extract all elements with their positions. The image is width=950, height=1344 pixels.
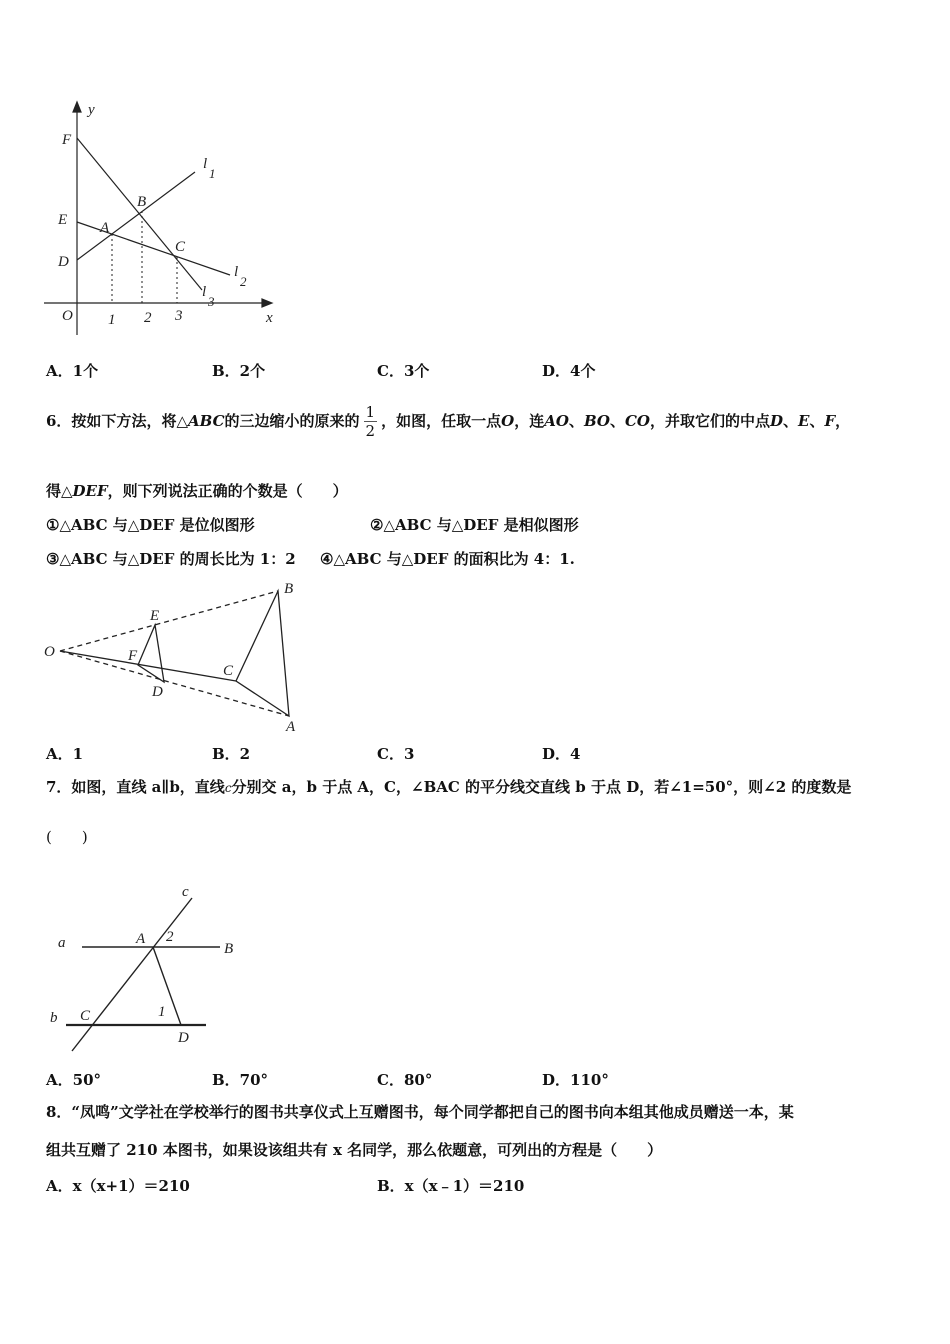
q6-line1-pre: 6．按如下方法，将△: [46, 412, 188, 430]
label-angle-2: 2: [166, 929, 174, 945]
q6-option-a: A．1: [46, 745, 84, 763]
label-D: D: [178, 1030, 189, 1046]
label-D: D: [58, 254, 69, 270]
q7-option-c: C．80°: [377, 1071, 433, 1089]
q8-option-b: B．x（x﹣1）＝210: [377, 1177, 525, 1195]
label-l3: l: [202, 284, 207, 300]
label-A: A: [286, 719, 296, 735]
q6-bo: BO: [583, 412, 610, 430]
label-E: E: [150, 608, 160, 624]
q5-option-c: C．3个: [377, 362, 430, 380]
label-B: B: [224, 941, 234, 957]
q8-question-line1: 8．“凤鸣”文学社在学校举行的图书共享仪式上互赠图书，每个同学都把自己的图书向本组其他成员赠送一本，某: [46, 1103, 794, 1121]
x-axis-arrow: [262, 299, 272, 307]
triangle-abc: [236, 591, 289, 716]
q6-line2-post: ，则下列说法正确的个数是（ ）: [107, 482, 348, 500]
q7-line1-post: 分别交 a，b 于点 A，C，∠BAC 的平分线交直线 b 于点 D，若∠1=50°，则∠2 的度数是: [231, 778, 852, 796]
label-c: c: [182, 884, 189, 900]
q7-question-line1: [46, 777, 851, 798]
q6-sep3: 、: [783, 412, 799, 430]
triangle-def: [138, 625, 164, 682]
q6-point-e: E: [798, 412, 810, 430]
label-y: y: [88, 102, 95, 118]
q6-question-line1: [46, 396, 850, 446]
label-l1: l: [203, 156, 208, 172]
q5-option-d: D．4个: [542, 362, 596, 380]
q7-option-d: D．110°: [542, 1071, 609, 1089]
q6-point-d: D: [770, 412, 784, 430]
tick-2: 2: [144, 310, 152, 326]
label-A: A: [100, 220, 110, 236]
label-b: b: [50, 1010, 58, 1026]
q6-option-b: B．2: [212, 745, 251, 763]
q6-point-f: F: [824, 412, 836, 430]
tick-3: 3: [175, 308, 183, 324]
q6-abc: ABC: [187, 412, 225, 430]
label-O: O: [44, 644, 55, 660]
q8-option-a: A．x（x+1）＝210: [46, 1177, 190, 1195]
q7-line-c: c: [224, 781, 232, 795]
q7-option-a: A．50°: [46, 1071, 102, 1089]
label-A: A: [136, 931, 146, 947]
label-l3-sub: 3: [208, 294, 215, 309]
q5-option-a: A．1个: [46, 362, 99, 380]
q6-ao: AO: [544, 412, 569, 430]
q6-statement-3: ③△ABC 与△DEF 的周长比为 1：2: [46, 550, 296, 568]
q6-line1-post: ，如图，任取一点: [381, 412, 502, 430]
q6-def: DEF: [72, 482, 108, 500]
q8-question-line2: 组共互赠了 210 本图书，如果设该组共有 x 名同学，那么依题意，可列出的方程是（ ）: [46, 1141, 663, 1159]
label-angle-1: 1: [158, 1004, 166, 1020]
q6-option-c: C．3: [377, 745, 415, 763]
q7-line1-pre: 7．如图，直线 a∥b，直线: [46, 778, 225, 796]
q6-comma: ，: [835, 412, 851, 430]
fraction-one-half: [364, 403, 378, 440]
tick-1: 1: [108, 312, 116, 328]
dashed-oa: [60, 651, 289, 716]
q5-coordinate-figure: [40, 100, 290, 335]
label-B: B: [137, 194, 147, 210]
q7-option-b: B．70°: [212, 1071, 269, 1089]
q6-lian: ，连: [514, 412, 545, 430]
q6-line1-end: ，并取它们的中点: [650, 412, 771, 430]
q6-option-d: D．4: [542, 745, 581, 763]
q6-line2-pre: 得△: [46, 482, 73, 500]
line-c: [72, 898, 192, 1051]
label-C: C: [175, 239, 186, 255]
fraction-numerator: 1: [365, 402, 376, 421]
line-l3: [77, 138, 202, 290]
q5-option-b: B．2个: [212, 362, 266, 380]
label-F: F: [62, 132, 72, 148]
fraction-denominator: 2: [365, 421, 376, 440]
q6-statement-4: ④△ABC 与△DEF 的面积比为 4：1.: [320, 550, 575, 568]
label-l2-sub: 2: [240, 274, 247, 289]
label-C: C: [80, 1008, 91, 1024]
q6-question-line2: [46, 481, 348, 501]
label-l2: l: [234, 264, 239, 280]
label-a: a: [58, 935, 66, 951]
label-C: C: [223, 663, 234, 679]
q6-co: CO: [624, 412, 650, 430]
label-l1-sub: 1: [209, 166, 216, 181]
label-B: B: [284, 581, 294, 597]
label-E: E: [58, 212, 68, 228]
q6-homothety-figure: [40, 575, 310, 735]
q6-point-o: O: [501, 412, 515, 430]
q7-question-line2: ( ): [46, 828, 88, 846]
y-axis-arrow: [73, 102, 81, 112]
q6-sep2: 、: [609, 412, 625, 430]
q6-statement-2: ②△ABC 与△DEF 是相似图形: [370, 516, 579, 534]
q6-line1-mid: 的三边缩小的原来的: [224, 412, 360, 430]
label-x: x: [266, 310, 273, 326]
q6-sep1: 、: [568, 412, 584, 430]
label-O: O: [62, 308, 73, 324]
label-F: F: [128, 648, 138, 664]
q6-statement-1: ①△ABC 与△DEF 是位似图形: [46, 516, 255, 534]
q7-parallel-lines-figure: [40, 880, 260, 1055]
dashed-ob: [60, 591, 278, 651]
q6-sep4: 、: [809, 412, 825, 430]
label-D: D: [152, 684, 163, 700]
